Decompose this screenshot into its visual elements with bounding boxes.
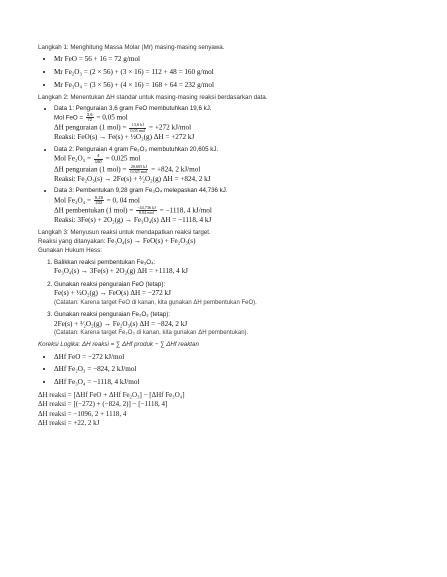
fraction-numerator: 13,6 kJ bbox=[129, 123, 146, 128]
data3-mol-fraction bbox=[94, 196, 104, 205]
hess-label: Gunakan Hukum Hess: bbox=[38, 246, 102, 254]
calc-line: ΔH reaksi = −1096, 2 + 1118, 4 bbox=[38, 409, 127, 418]
hess-step-note: (Catatan: Karena target Fe₂O₃ di kanan, kita gunakan ΔH pembentukan). bbox=[54, 330, 249, 337]
list-item: • Mr Fe₂O₃ = (2 × 56) + (3 × 16) = 112 + 48 = 160 g/mol bbox=[54, 68, 421, 78]
data2-reaction: Reaksi: Fe₂O₃(s) → 2Fe(s) + ³⁄₂O₂(g) ΔH = +824, 2 kJ bbox=[54, 174, 211, 183]
hess-step-equation: Fe(s) + ½O₂(g) → FeO(s) ΔH = −272 kJ bbox=[54, 289, 171, 298]
data2-mol bbox=[54, 154, 421, 164]
calc-line: ΔH reaksi = +22, 2 kJ bbox=[38, 419, 100, 428]
fraction-numerator: 9,28 bbox=[94, 194, 103, 200]
hess-step-note: (Catatan: Karena target FeO di kanan, kita gunakan ΔH pembentukan FeO). bbox=[54, 300, 257, 307]
calc-line: ΔH reaksi = [(−272) + (−824, 2)] − [−1118, 4] bbox=[38, 400, 168, 409]
step1-heading: Langkah 1: Menghitung Massa Molar (Mr) masing-masing senyawa. bbox=[38, 44, 225, 51]
data2-dh-label: ΔH penguraian (1 mol) = bbox=[54, 164, 127, 173]
data3-mol-label: Mol Fe₃O₄ = bbox=[54, 196, 92, 205]
fraction-denominator: 160 bbox=[94, 158, 102, 164]
data3-dh bbox=[54, 206, 421, 216]
list-item: • ΔHf Fe₂O₃ = −824, 2 kJ/mol bbox=[54, 365, 421, 375]
fraction-numerator: 20,605 kJ bbox=[130, 163, 147, 169]
hess-step bbox=[54, 281, 421, 307]
target-reaction bbox=[38, 237, 421, 247]
enthalpy-data-list bbox=[38, 105, 421, 226]
data1-mol bbox=[54, 113, 421, 123]
hess-step-label: 2. Gunakan reaksi penguraian FeO (tetap): bbox=[54, 281, 166, 289]
fraction-numerator: 3,6 bbox=[86, 112, 93, 118]
fraction-numerator: 4 bbox=[94, 154, 103, 159]
data3-dh-result: = −1118, 4 kJ/mol bbox=[159, 206, 212, 215]
hess-steps-list bbox=[38, 259, 421, 337]
data3-title: • Data 3: Pembentukan 9,28 gram Fe₃O₄ melepaskan 44,736 kJ. bbox=[54, 187, 228, 195]
data3-dh-label: ΔH pembentukan (1 mol) = bbox=[54, 206, 134, 215]
koreksi-logika: Koreksi Logika: ΔH reaksi = ∑ ΔHf produk − ∑ ΔHf reaktan bbox=[38, 341, 199, 349]
step2-heading: Langkah 2: Menentukan ΔH standar untuk masing-masing reaksi berdasarkan data. bbox=[38, 93, 268, 101]
data1-dh bbox=[54, 123, 421, 133]
list-item: • ΔHf FeO = −272 kJ/mol bbox=[54, 353, 421, 363]
list-item: • Mr FeO = 56 + 16 = 72 g/mol bbox=[54, 55, 421, 65]
list-item: • ΔHf Fe₃O₄ = −1118, 4 kJ/mol bbox=[54, 378, 421, 388]
data2-title: • Data 2: Penguraian 4 gram Fe₂O₃ membutuhkan 20,605 kJ. bbox=[54, 146, 219, 154]
fraction-denominator: 0,04 mol bbox=[139, 209, 154, 215]
target-label: Reaksi yang ditanyakan: bbox=[38, 237, 106, 245]
fraction-numerator: −44,736 kJ bbox=[137, 204, 156, 210]
step3-heading: Langkah 3: Menyusun reaksi untuk mendapatkan reaksi target. bbox=[38, 228, 211, 236]
data1-mol-result: = 0,05 mol bbox=[96, 113, 128, 122]
fraction-denominator: 0,025 mol bbox=[130, 168, 148, 174]
data1-dh-result: = +272 kJ/mol bbox=[149, 123, 192, 132]
data3-dh-fraction bbox=[136, 206, 157, 215]
calc-line: ΔH reaksi = [ΔHf FeO + ΔHf Fe₂O₃] − [ΔHf Fe₃O₄] bbox=[38, 390, 185, 399]
data1-title: • Data 1: Penguraian 3,6 gram FeO membutuhkan 19,6 kJ. bbox=[54, 104, 212, 112]
data1-item bbox=[54, 105, 421, 143]
data3-reaction: Reaksi: 3Fe(s) + 2O₂(g) → Fe₃O₄(s) ΔH = −1118, 4 kJ bbox=[54, 215, 212, 224]
hess-step bbox=[54, 311, 421, 337]
list-item: • Mr Fe₃O₄ = (3 × 56) + (4 × 16) = 168 + 64 = 232 g/mol bbox=[54, 81, 421, 91]
fraction-denominator: 72 bbox=[87, 117, 93, 123]
data1-mol-label: Mol FeO = bbox=[54, 114, 84, 122]
hess-step-label: 3. Gunakan reaksi penguraian Fe₂O₃ (tetap): bbox=[54, 311, 171, 319]
final-calculation bbox=[38, 391, 421, 429]
data3-item bbox=[54, 187, 421, 225]
target-equation: Fe₃O₄(s) → FeO(s) + Fe₂O₃(s) bbox=[107, 236, 196, 245]
data3-mol bbox=[54, 196, 421, 206]
data2-dh bbox=[54, 165, 421, 175]
data2-mol-fraction bbox=[94, 154, 103, 163]
data2-mol-label: Mol Fe₂O₃ = bbox=[54, 154, 92, 163]
data2-dh-result: = +824, 2 kJ/mol bbox=[151, 164, 201, 173]
fraction-denominator: 0,05 mol bbox=[130, 127, 146, 133]
data1-dh-fraction bbox=[129, 123, 146, 132]
hess-step bbox=[54, 259, 421, 277]
data2-dh-fraction bbox=[129, 165, 148, 174]
hess-step-equation: 2Fe(s) + ³⁄₂O₂(g) → Fe₂O₃(s) ΔH = −824, 2 kJ bbox=[54, 319, 188, 328]
data1-mol-fraction bbox=[86, 113, 94, 122]
fraction-denominator: 232 bbox=[95, 199, 103, 205]
data1-reaction: Reaksi: FeO(s) → Fe(s) + ½O₂(g) ΔH = +272 kJ bbox=[54, 133, 195, 142]
data1-dh-label: ΔH penguraian (1 mol) = bbox=[54, 123, 127, 132]
molar-mass-list bbox=[38, 55, 421, 90]
formation-enthalpy-list bbox=[38, 353, 421, 388]
data2-item bbox=[54, 146, 421, 184]
data3-mol-result: = 0, 04 mol bbox=[106, 196, 140, 205]
hess-step-equation: Fe₃O₄(s) → 3Fe(s) + 2O₂(g) ΔH = +1118, 4 kJ bbox=[54, 267, 188, 276]
hess-step-label: 1. Balikkan reaksi pembentukan Fe₃O₄: bbox=[54, 258, 156, 266]
data2-mol-result: = 0,025 mol bbox=[105, 154, 141, 163]
